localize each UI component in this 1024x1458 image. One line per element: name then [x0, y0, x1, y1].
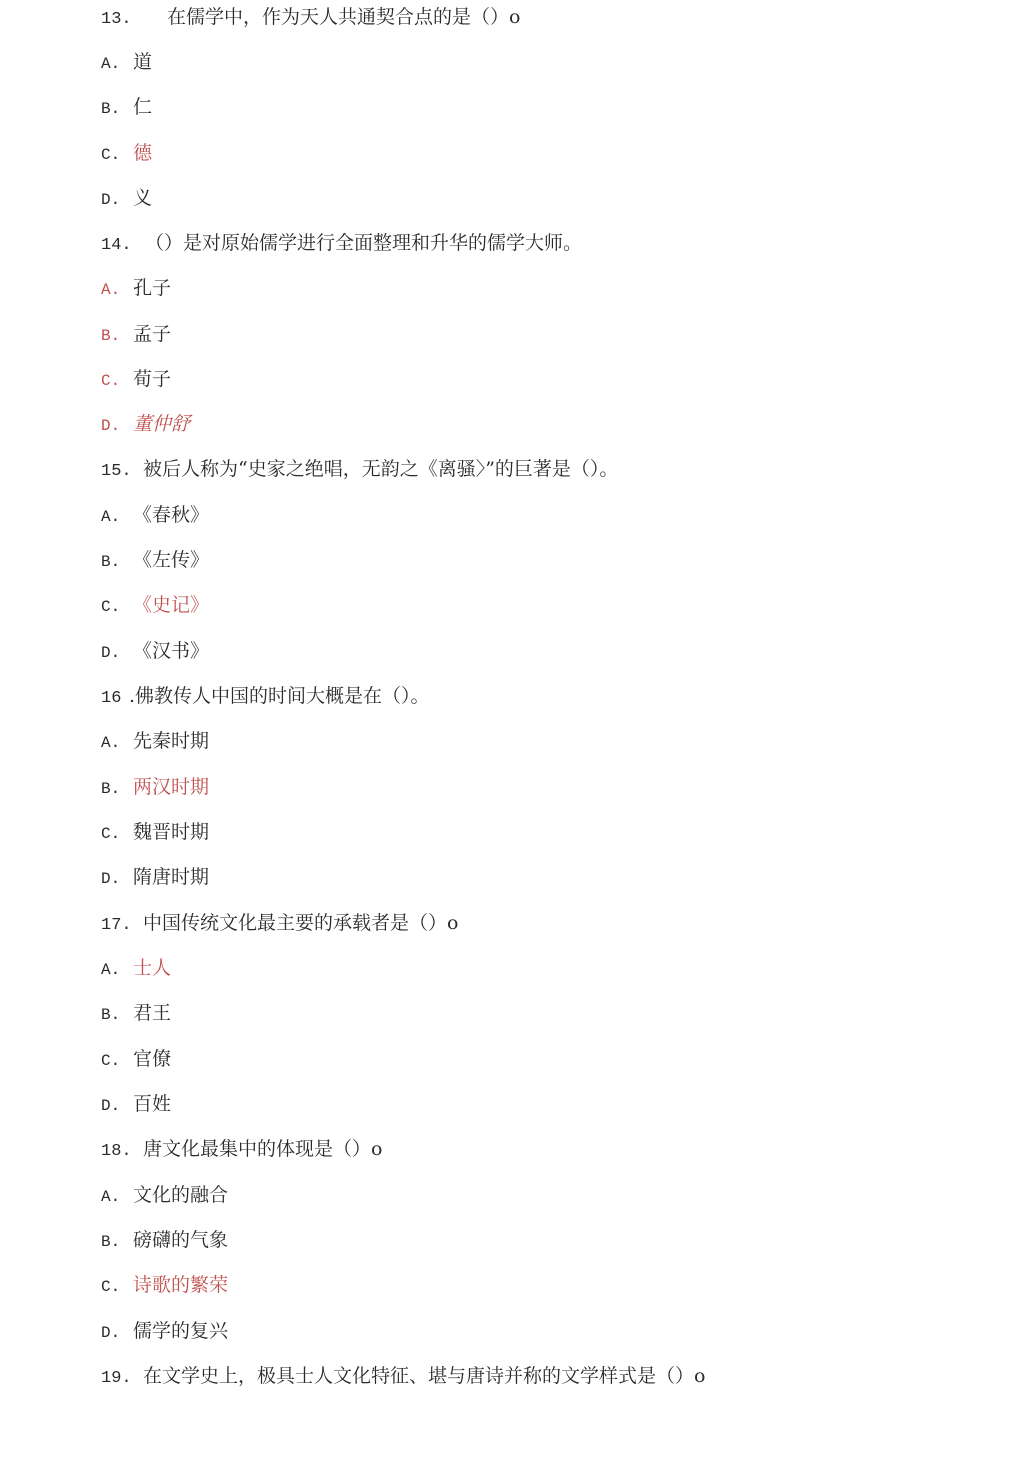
question-16 — [101, 683, 430, 709]
question-number: 15. — [101, 462, 132, 481]
option-text: 君王 — [133, 1002, 172, 1024]
question-text: 被后人称为“史家之绝唱，无韵之《离骚〉”的巨著是（）。 — [143, 458, 619, 480]
question-text: 在儒学中，作为天人共通契合点的是（）o — [167, 6, 521, 28]
option-label: B. — [101, 780, 121, 798]
option-15-c-answer — [101, 592, 209, 618]
option-label: B. — [101, 1006, 121, 1024]
option-text: 道 — [133, 51, 153, 73]
option-label: C. — [101, 146, 121, 164]
option-text-answer: 董仲舒 — [133, 413, 191, 435]
option-18-c-answer — [101, 1272, 228, 1298]
option-label: C. — [101, 598, 121, 616]
option-label: A. — [101, 734, 121, 752]
option-label: B. — [101, 553, 121, 571]
option-text-answer: 《史记》 — [133, 594, 210, 616]
option-13-d — [101, 185, 152, 211]
option-18-d — [101, 1318, 228, 1344]
option-text-answer: 士人 — [133, 957, 172, 979]
question-number: 19. — [101, 1369, 132, 1388]
option-label: D. — [101, 417, 121, 435]
option-17-d — [101, 1091, 171, 1117]
question-18 — [101, 1136, 382, 1162]
question-text: 中国传统文化最主要的承载者是（）o — [143, 912, 459, 934]
question-number: 14. — [101, 236, 132, 255]
option-label: D. — [101, 644, 121, 662]
option-14-b — [101, 321, 171, 347]
option-label: C. — [101, 372, 121, 390]
option-14-c — [101, 366, 171, 392]
question-17 — [101, 910, 458, 936]
option-text: 孔子 — [133, 277, 172, 299]
option-label: B. — [101, 100, 121, 118]
option-text: 《左传》 — [133, 549, 210, 571]
option-label: A. — [101, 55, 121, 73]
option-text-answer: 德 — [133, 142, 153, 164]
option-text: 隋唐时期 — [133, 866, 210, 888]
question-14 — [101, 230, 582, 256]
question-13 — [101, 4, 520, 30]
option-16-c — [101, 819, 209, 845]
option-label: A. — [101, 1188, 121, 1206]
option-14-a — [101, 275, 171, 301]
option-text: 儒学的复兴 — [133, 1320, 229, 1342]
option-label: D. — [101, 1097, 121, 1115]
question-text: （）是对原始儒学进行全面整理和升华的儒学大师。 — [145, 232, 583, 254]
option-text: 仁 — [133, 96, 153, 118]
question-number: 13. — [101, 10, 132, 29]
option-label: A. — [101, 281, 121, 299]
option-label: B. — [101, 327, 121, 345]
option-label: B. — [101, 1233, 121, 1251]
option-text: 官僚 — [133, 1048, 172, 1070]
option-text: 义 — [133, 187, 153, 209]
question-number: 18. — [101, 1142, 132, 1161]
option-16-d — [101, 864, 209, 890]
option-text: 《春秋》 — [133, 504, 210, 526]
question-19 — [101, 1363, 705, 1389]
option-18-a — [101, 1182, 228, 1208]
question-text: .佛教传人中国的时间大概是在（）。 — [129, 685, 430, 707]
option-label: D. — [101, 870, 121, 888]
option-text: 百姓 — [133, 1093, 172, 1115]
option-text: 文化的融合 — [133, 1184, 229, 1206]
option-text: 荀子 — [133, 368, 172, 390]
option-label: C. — [101, 1052, 121, 1070]
option-text: 《汉书》 — [133, 640, 210, 662]
option-17-c — [101, 1046, 171, 1072]
option-label: C. — [101, 825, 121, 843]
option-16-a — [101, 728, 209, 754]
question-text: 在文学史上，极具士人文化特征、堪与唐诗并称的文学样式是（）o — [143, 1365, 706, 1387]
option-text-answer: 两汉时期 — [133, 776, 210, 798]
option-18-b — [101, 1227, 228, 1253]
option-15-a — [101, 502, 209, 528]
option-label: D. — [101, 191, 121, 209]
option-label: D. — [101, 1324, 121, 1342]
option-text: 魏晋时期 — [133, 821, 210, 843]
option-label: A. — [101, 961, 121, 979]
option-17-a-answer — [101, 955, 171, 981]
option-text-answer: 诗歌的繁荣 — [133, 1274, 229, 1296]
option-13-b — [101, 94, 152, 120]
option-13-a — [101, 49, 152, 75]
option-label: C. — [101, 1278, 121, 1296]
option-15-d — [101, 638, 209, 664]
option-label: A. — [101, 508, 121, 526]
option-16-b-answer — [101, 774, 209, 800]
option-text: 先秦时期 — [133, 730, 210, 752]
option-17-b — [101, 1000, 171, 1026]
option-14-d-answer — [101, 411, 190, 437]
option-15-b — [101, 547, 209, 573]
question-15 — [101, 456, 618, 482]
question-number: 16 — [101, 689, 122, 708]
question-text: 唐文化最集中的体现是（）o — [143, 1138, 383, 1160]
option-13-c-answer — [101, 140, 152, 166]
option-text: 磅礴的气象 — [133, 1229, 229, 1251]
question-number: 17. — [101, 916, 132, 935]
option-text: 孟子 — [133, 323, 172, 345]
